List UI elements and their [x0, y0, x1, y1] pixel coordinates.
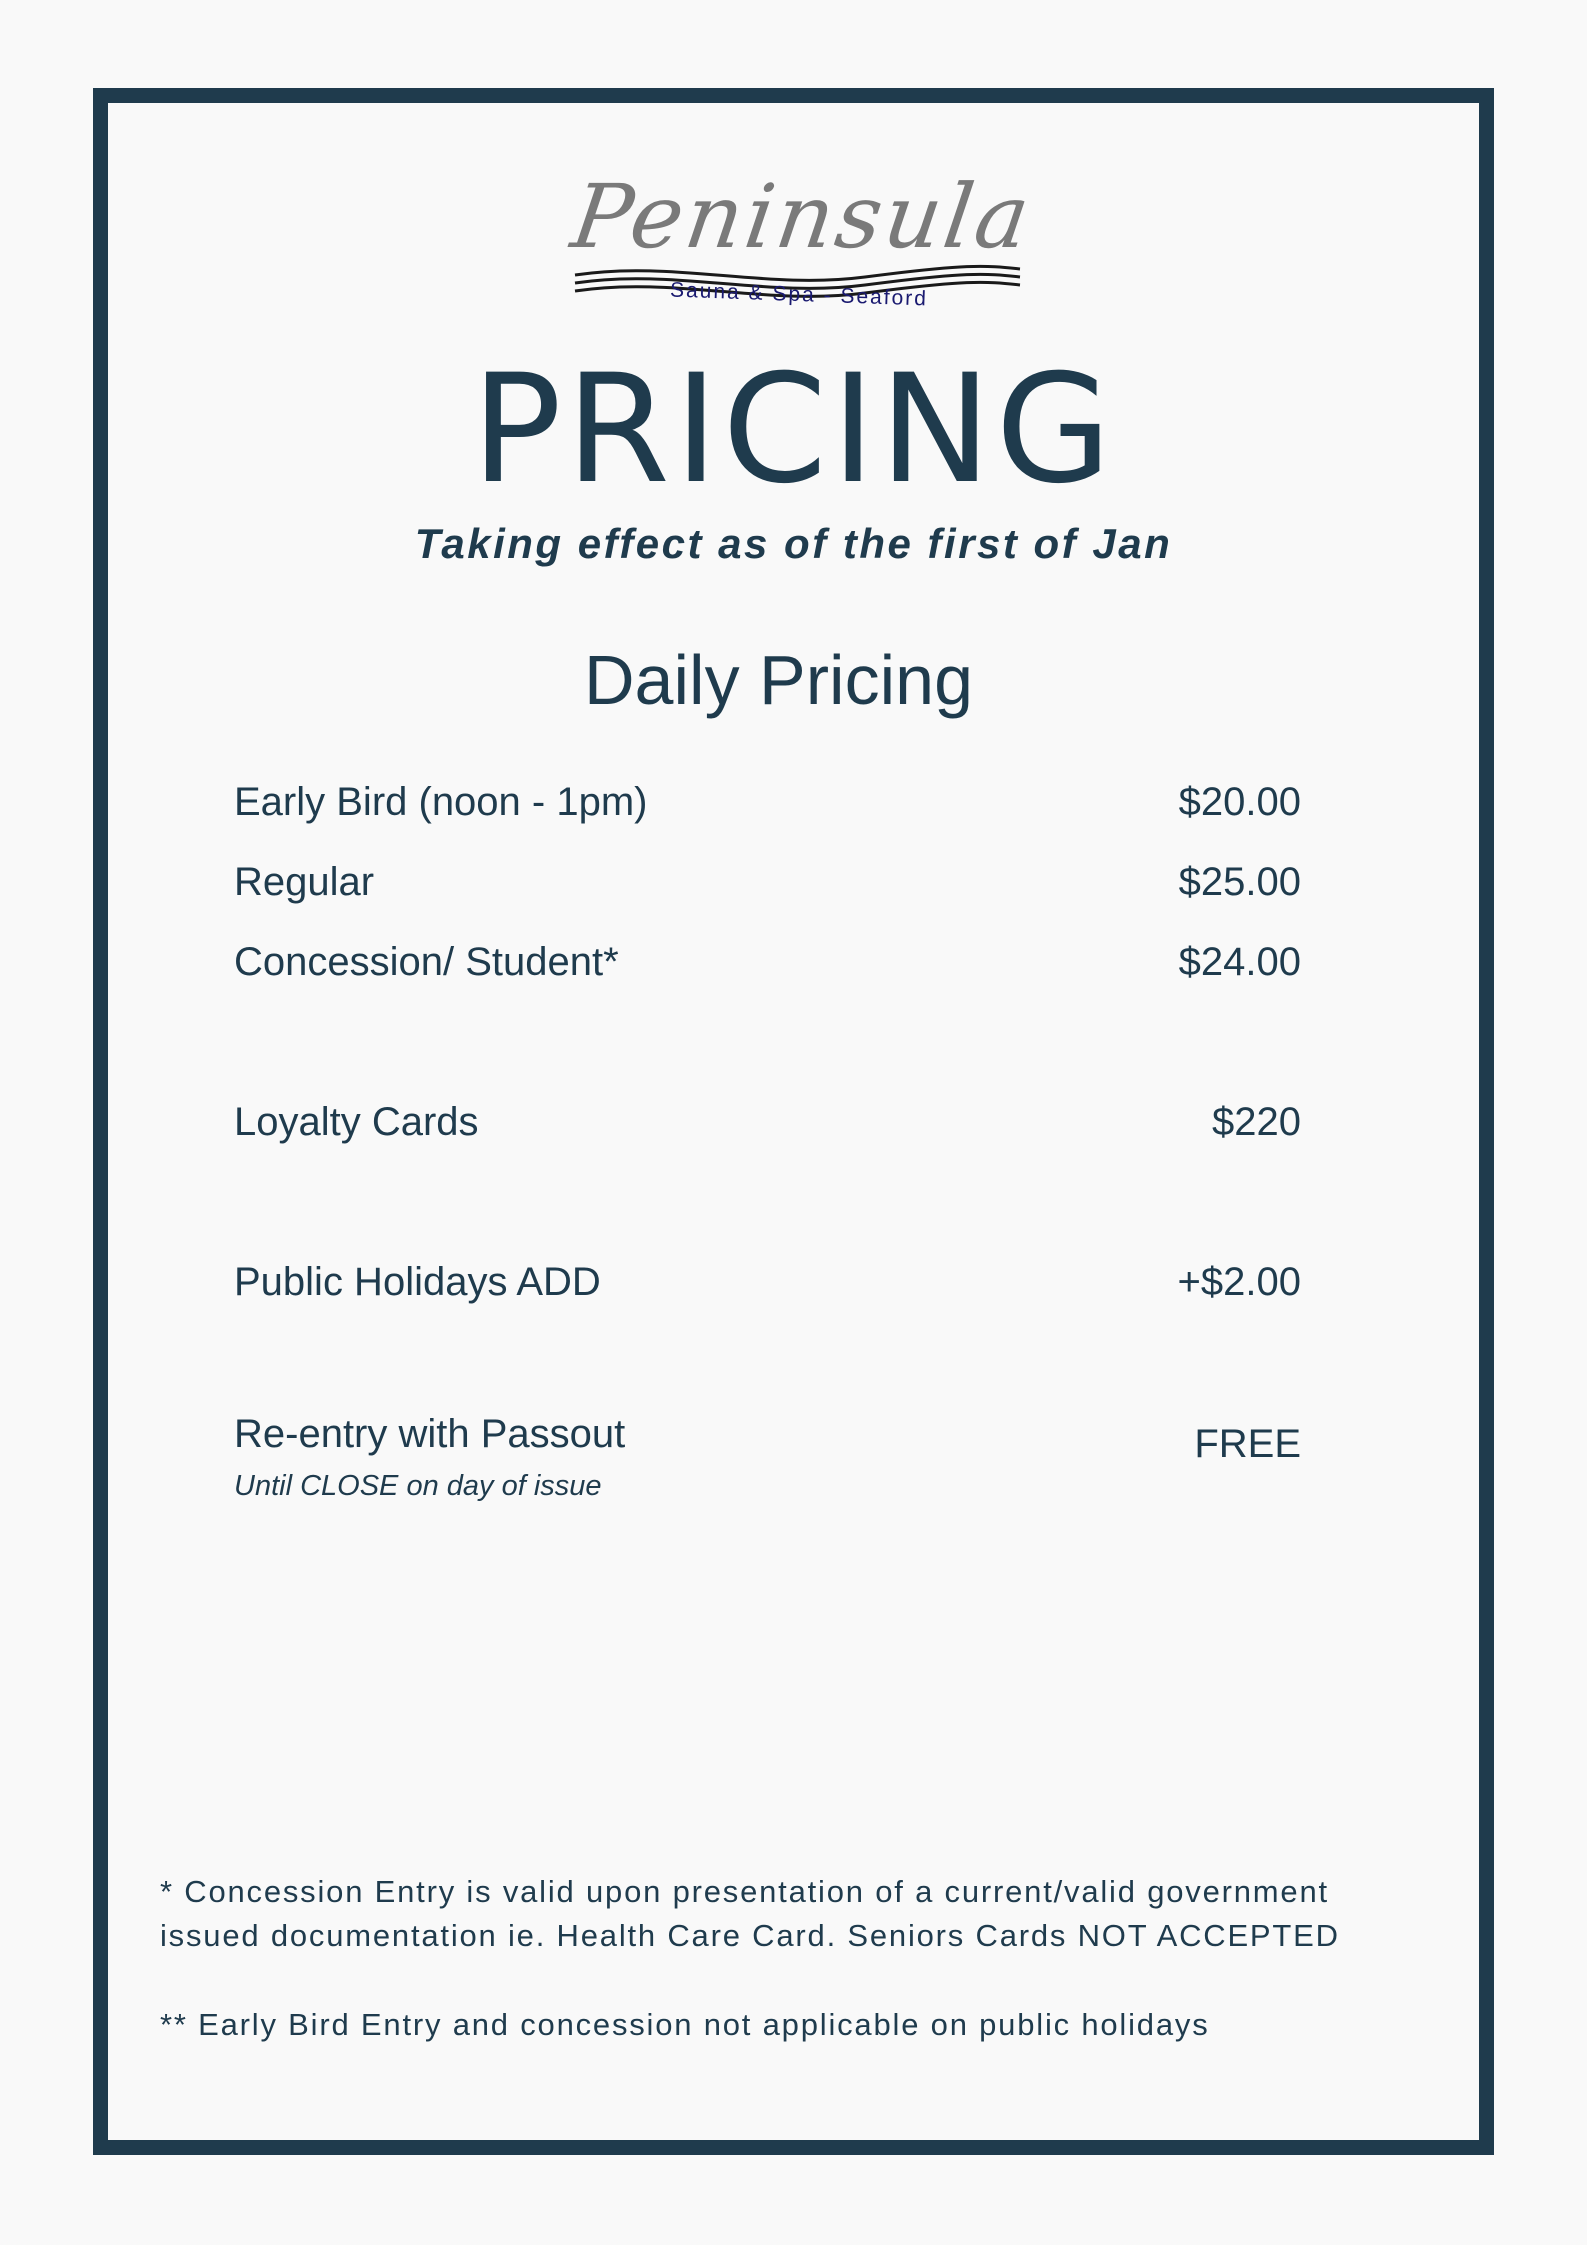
price-row-concession — [234, 940, 1301, 1000]
price-row-value: $24.00 — [1178, 940, 1301, 984]
logo-script-text: Peninsula — [565, 165, 1039, 268]
price-row-public-holidays — [234, 1260, 1301, 1320]
footnote-concession: * Concession Entry is valid upon presentation of a current/valid government issued documentation ie. Health Care Card. Seniors Cards NOT ACCEPTED — [160, 1874, 1340, 1953]
price-row-label: Loyalty Cards — [234, 1100, 479, 1144]
price-row-loyalty-cards — [234, 1100, 1301, 1160]
price-row-label: Concession/ Student* — [234, 940, 619, 984]
price-row-early-bird — [234, 780, 1301, 840]
price-row-value: $220 — [1212, 1100, 1301, 1144]
peninsula-logo — [565, 165, 1039, 325]
price-row-value: +$2.00 — [1177, 1260, 1301, 1304]
price-row-value: $25.00 — [1178, 860, 1301, 904]
price-row-label: Public Holidays ADD — [234, 1260, 601, 1304]
price-row-re-entry — [234, 1412, 1301, 1472]
logo-tagline: Sauna & Spa - Seaford — [669, 278, 929, 311]
page-title: PRICING — [471, 343, 1116, 517]
price-row-label: Re-entry with Passout — [234, 1412, 626, 1456]
price-row-label: Early Bird (noon - 1pm) — [234, 780, 648, 824]
price-row-label: Regular — [234, 860, 375, 904]
footnote-early-bird: ** Early Bird Entry and concession not applicable on public holidays — [160, 2007, 1210, 2042]
price-row-value: $20.00 — [1178, 780, 1301, 824]
re-entry-note: Until CLOSE on day of issue — [234, 1470, 602, 1502]
price-row-regular — [234, 860, 1301, 920]
page-subtitle: Taking effect as of the first of Jan — [414, 520, 1173, 567]
price-row-value: FREE — [1194, 1422, 1301, 1466]
section-title: Daily Pricing — [584, 641, 973, 719]
